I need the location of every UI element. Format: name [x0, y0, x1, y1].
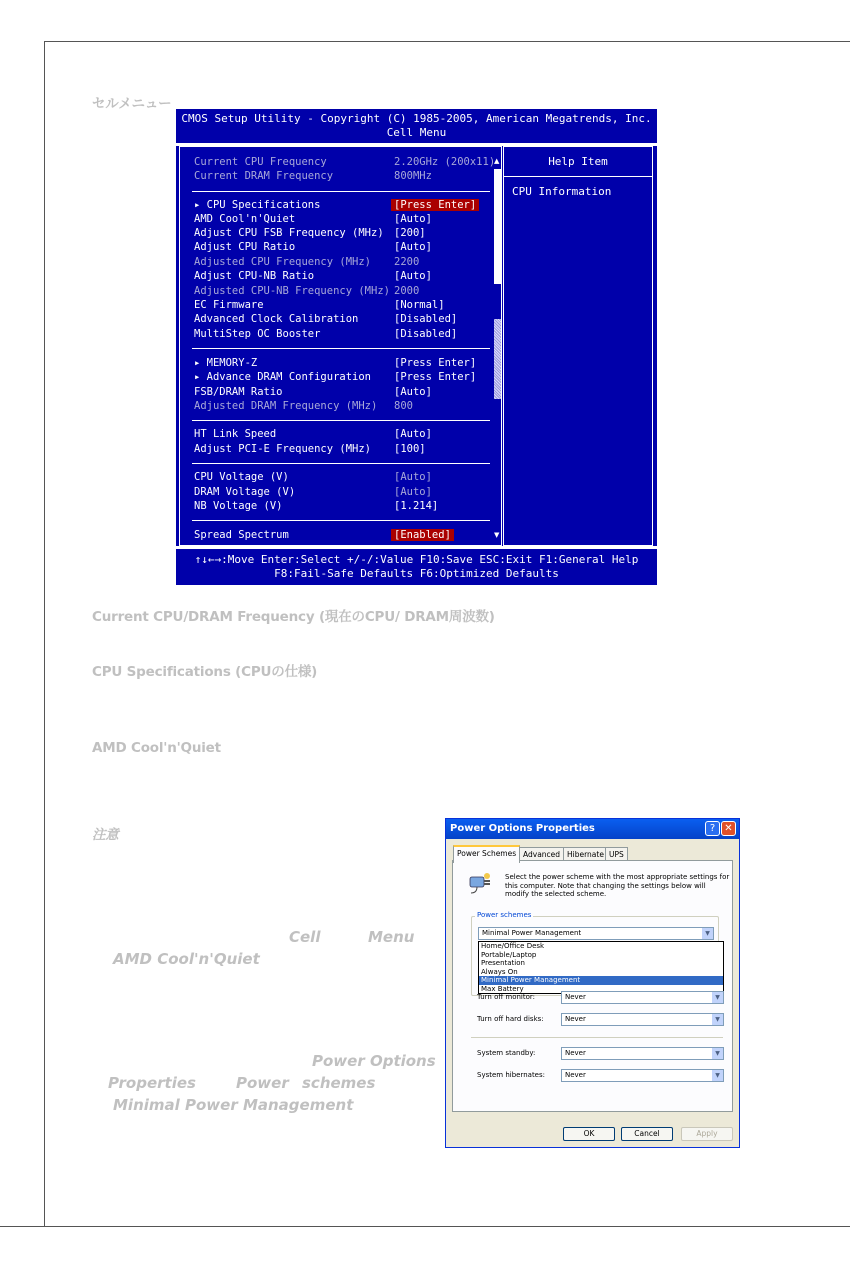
note-term-schemes: schemes	[302, 1074, 376, 1092]
bios-row-value: [Normal]	[394, 299, 445, 311]
scrollbar-thumb[interactable]	[494, 169, 501, 284]
note-term-cell: Cell	[289, 928, 321, 946]
bios-row-label: ▸ Advance DRAM Configuration	[194, 371, 372, 383]
bios-row-label: Adjusted CPU Frequency (MHz)	[194, 256, 372, 268]
bios-row-label: DRAM Voltage (V)	[194, 486, 296, 498]
tab-hibernate[interactable]: Hibernate	[563, 847, 608, 862]
bios-separator	[192, 348, 490, 349]
standby-value: Never	[565, 1049, 586, 1057]
bios-row-label: MultiStep OC Booster	[194, 328, 321, 340]
hard-disks-value: Never	[565, 1015, 586, 1023]
bios-separator	[192, 191, 490, 192]
tab-power-schemes[interactable]: Power Schemes	[453, 845, 520, 863]
bios-separator	[192, 463, 490, 464]
heading-cpu-specifications: CPU Specifications (CPUの仕様)	[92, 664, 318, 680]
bios-row-value: [Press Enter]	[394, 357, 477, 369]
bios-row-label: Adjust CPU-NB Ratio	[194, 270, 315, 282]
help-panel-text: CPU Information	[512, 185, 612, 198]
bios-separator	[192, 520, 490, 521]
close-button[interactable]: ✕	[721, 821, 736, 836]
help-panel-title: Help Item	[548, 155, 608, 168]
bios-footer-line1: ↑↓←→:Move Enter:Select +/-/:Value F10:Save ESC:Exit F1:General Help	[194, 553, 639, 566]
bios-row-value: [Auto]	[394, 270, 432, 282]
bios-main	[176, 146, 657, 546]
apply-button[interactable]: Apply	[681, 1127, 733, 1141]
bios-row-value: 800MHz	[394, 170, 432, 182]
bios-row-label: NB Voltage (V)	[194, 500, 283, 512]
list-item[interactable]: Max Battery	[481, 984, 524, 993]
bios-row-label: Advanced Clock Calibration	[194, 313, 359, 325]
power-options-dialog	[445, 818, 740, 1148]
scroll-down-arrow-icon[interactable]: ▼	[494, 531, 500, 539]
bios-settings-panel	[179, 146, 502, 546]
bios-row-value: 2200	[394, 256, 420, 268]
dialog-title: Power Options Properties	[450, 823, 595, 834]
bios-screenshot	[176, 109, 657, 585]
bios-separator	[192, 420, 490, 421]
settings-separator	[471, 1037, 723, 1038]
bios-title-line1: CMOS Setup Utility - Copyright (C) 1985-2005, American Megatrends, Inc.	[181, 112, 652, 125]
list-item[interactable]: Always On	[481, 967, 518, 976]
chevron-down-icon[interactable]: ▼	[712, 992, 723, 1003]
bios-row-value: [Press Enter]	[394, 371, 477, 383]
list-item[interactable]: Home/Office Desk	[481, 942, 545, 950]
power-schemes-panel	[452, 860, 733, 1112]
bios-row-label: AMD Cool'n'Quiet	[194, 213, 296, 225]
dialog-intro-text: Select the power scheme with the most appropriate settings for this computer. Note that changing the settings below will modify the selected scheme.	[505, 873, 730, 898]
dialog-titlebar	[446, 819, 739, 839]
monitor-select[interactable]	[561, 991, 724, 1004]
page-frame-top	[44, 41, 850, 42]
note-term-cool-n-quiet: AMD Cool'n'Quiet	[113, 950, 260, 968]
power-schemes-label: Power schemes	[477, 911, 532, 919]
section-title: セルメニュー	[92, 96, 172, 112]
bios-footer-line2: F8:Fail-Safe Defaults F6:Optimized Defaults	[274, 567, 559, 580]
bios-row-value: [1.214]	[394, 500, 439, 512]
note-term-power: Power	[236, 1074, 289, 1092]
note-term-minimal-power-management: Minimal Power Management	[113, 1096, 354, 1114]
bios-title	[176, 109, 657, 143]
bios-row-value: [Auto]	[394, 471, 432, 483]
page-frame-bottom	[0, 1226, 850, 1227]
standby-select[interactable]	[561, 1047, 724, 1060]
bios-row-label: Adjust CPU Ratio	[194, 241, 296, 253]
bios-row-label: Adjust CPU FSB Frequency (MHz)	[194, 227, 384, 239]
bios-row-value: [Disabled]	[394, 313, 458, 325]
bios-row-value: 2.20GHz (200x11)	[394, 156, 496, 168]
help-separator	[504, 176, 652, 177]
bios-row-label: Current CPU Frequency	[194, 156, 327, 168]
chevron-down-icon[interactable]: ▼	[712, 1014, 723, 1025]
bios-row-label: EC Firmware	[194, 299, 264, 311]
scrollbar-track[interactable]	[494, 319, 501, 399]
page-frame-left	[44, 41, 45, 1226]
bios-row-label: FSB/DRAM Ratio	[194, 386, 283, 398]
bios-row-value: [200]	[394, 227, 426, 239]
heading-note: 注意	[92, 827, 119, 843]
chevron-down-icon[interactable]: ▼	[712, 1048, 723, 1059]
bios-row-label: HT Link Speed	[194, 428, 277, 440]
tab-ups[interactable]: UPS	[605, 847, 628, 862]
bios-row-value: 800	[394, 400, 413, 412]
hibernate-value: Never	[565, 1071, 586, 1079]
bios-row-value: [Disabled]	[394, 328, 458, 340]
power-scheme-selected-value: Minimal Power Management	[482, 929, 582, 937]
bios-row-value-highlighted: [Enabled]	[391, 529, 454, 541]
bios-footer	[176, 549, 657, 585]
bios-row-label: CPU Voltage (V)	[194, 471, 289, 483]
help-button[interactable]: ?	[705, 821, 720, 836]
bios-row-label: ▸ MEMORY-Z	[194, 357, 258, 369]
bios-help-panel	[503, 146, 653, 546]
cancel-button[interactable]: Cancel	[621, 1127, 673, 1141]
bios-row-value: [Auto]	[394, 241, 432, 253]
bios-row-value: [100]	[394, 443, 426, 455]
ok-button[interactable]: OK	[563, 1127, 615, 1141]
power-scheme-dropdown-list[interactable]	[478, 941, 724, 994]
hibernate-select[interactable]	[561, 1069, 724, 1082]
bios-row-label: Adjust PCI-E Frequency (MHz)	[194, 443, 372, 455]
heading-current-frequency: Current CPU/DRAM Frequency (現在のCPU/ DRAM周波数)	[92, 609, 495, 625]
list-item[interactable]: Presentation	[481, 959, 525, 967]
scroll-up-arrow-icon[interactable]: ▲	[494, 157, 500, 165]
bios-row-label: Adjusted CPU-NB Frequency (MHz)	[194, 285, 390, 297]
bios-row-value: [Auto]	[394, 213, 432, 225]
hard-disks-select[interactable]	[561, 1013, 724, 1026]
bios-row-label: Spread Spectrum	[194, 529, 289, 541]
tab-advanced[interactable]: Advanced	[519, 847, 564, 862]
bios-row-value: [Auto]	[394, 386, 432, 398]
hard-disks-label: Turn off hard disks:	[477, 1015, 544, 1023]
bios-row-value: [Auto]	[394, 428, 432, 440]
heading-cool-n-quiet: AMD Cool'n'Quiet	[92, 740, 221, 756]
power-scheme-select[interactable]	[478, 927, 714, 940]
hibernate-label: System hibernates:	[477, 1071, 545, 1079]
bios-row-value-selected: [Press Enter]	[391, 199, 479, 211]
chevron-down-icon[interactable]: ▼	[712, 1070, 723, 1081]
bios-row-value: [Auto]	[394, 486, 432, 498]
standby-label: System standby:	[477, 1049, 536, 1057]
list-item-selected[interactable]: Minimal Power Management	[479, 976, 723, 985]
bios-row-label: ▸ CPU Specifications	[194, 199, 321, 211]
list-item[interactable]: Portable/Laptop	[481, 950, 537, 959]
bios-row-value: 2000	[394, 285, 420, 297]
power-plug-icon	[467, 871, 495, 895]
note-term-menu: Menu	[368, 928, 415, 946]
bios-row-label: Current DRAM Frequency	[194, 170, 334, 182]
bios-row-label: Adjusted DRAM Frequency (MHz)	[194, 400, 378, 412]
monitor-label: Turn off monitor:	[477, 993, 536, 1001]
monitor-value: Never	[565, 993, 586, 1001]
bios-title-line2: Cell Menu	[386, 126, 447, 139]
note-term-power-options: Power Options	[312, 1052, 436, 1070]
note-term-properties: Properties	[108, 1074, 196, 1092]
chevron-down-icon[interactable]: ▼	[702, 928, 713, 939]
